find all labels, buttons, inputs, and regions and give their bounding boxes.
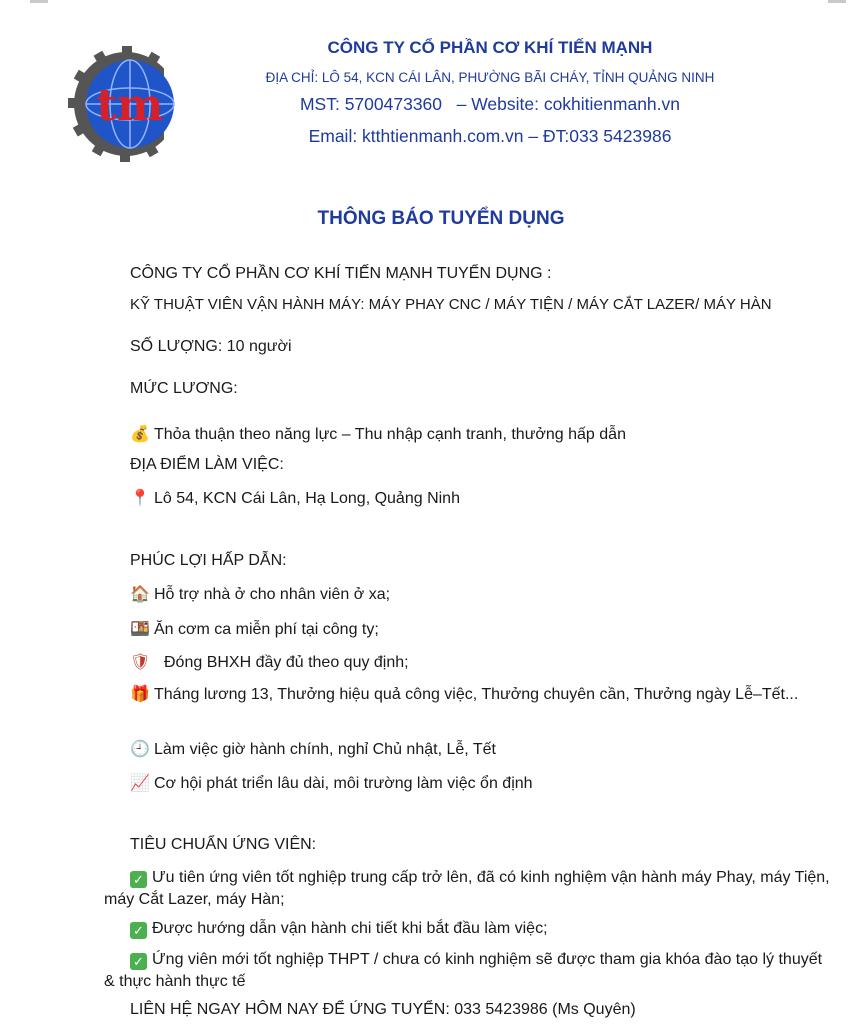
benefit-text: Đóng BHXH đầy đủ theo quy định;: [164, 654, 409, 671]
benefit-item: [130, 773, 533, 793]
intro-line: CÔNG TY CỔ PHẦN CƠ KHÍ TIẾN MẠNH TUYỂN DỤNG :: [130, 265, 552, 282]
contact-line: LIÊN HỆ NGAY HÔM NAY ĐỂ ỨNG TUYỂN: 033 5423986 (Ms Quyên): [130, 1001, 636, 1018]
requirements-heading: TIÊU CHUẨN ỨNG VIÊN:: [130, 836, 317, 853]
requirement-text: Ứng viên mới tốt nghiệp THPT / chưa có kinh nghiệm sẽ được tham gia khóa đào tạo lý thuyết & thực hành thực tế: [104, 951, 823, 990]
location-heading: ĐỊA ĐIỂM LÀM VIỆC:: [130, 456, 284, 473]
chart-up-icon: 📈: [130, 775, 150, 792]
benefit-item: [104, 684, 832, 706]
check-icon: ✓: [130, 953, 147, 970]
company-name: CÔNG TY CỔ PHẦN CƠ KHÍ TIẾN MẠNH: [327, 38, 653, 57]
benefit-text: Tháng lương 13, Thưởng hiệu quả công việc, Thưởng chuyên cần, Thưởng ngày Lễ–Tết...: [154, 686, 799, 703]
company-logo: [64, 44, 196, 162]
company-tax-website: MST: 5700473360 – Website: cokhitienmanh.vn: [299, 94, 681, 114]
corner-mark-right: [828, 0, 846, 3]
benefit-item: [130, 619, 379, 639]
corner-mark-left: [30, 0, 48, 3]
logo-monogram: tm: [96, 80, 164, 131]
requirement-item: [104, 918, 832, 940]
company-address: ĐỊA CHỈ: LÔ 54, KCN CÁI LÂN, PHƯỜNG BÃI CHÁY, TỈNH QUẢNG NINH: [265, 70, 715, 85]
benefit-item: [130, 739, 496, 759]
requirement-text: Ưu tiên ứng viên tốt nghiệp trung cấp trở lên, đã có kinh nghiệm vận hành máy Phay, máy Tiện, máy Cắt Lazer, máy Hàn;: [104, 869, 830, 908]
benefit-text: Ăn cơm ca miễn phí tại công ty;: [154, 621, 379, 638]
benefit-text: Cơ hội phát triển lâu dài, môi trường làm việc ổn định: [154, 775, 533, 792]
gift-icon: 🎁: [130, 686, 150, 703]
company-email-phone: Email: ktthtienmanh.com.vn – ĐT:033 5423986: [308, 126, 672, 146]
benefit-text: Làm việc giờ hành chính, nghỉ Chủ nhật, Lễ, Tết: [154, 741, 496, 758]
position-line: KỸ THUẬT VIÊN VẬN HÀNH MÁY: MÁY PHAY CNC / MÁY TIỆN / MÁY CẮT LAZER/ MÁY HÀN: [130, 296, 772, 313]
check-icon: ✓: [130, 871, 147, 888]
check-icon: ✓: [130, 922, 147, 939]
requirement-item: [104, 867, 832, 911]
money-bag-icon: 💰: [130, 426, 150, 443]
quantity-line: SỐ LƯỢNG: 10 người: [130, 338, 292, 355]
location-line: [130, 488, 460, 508]
salary-text: Thỏa thuận theo năng lực – Thu nhập cạnh tranh, thưởng hấp dẫn: [154, 426, 626, 443]
benefit-text: Hỗ trợ nhà ở cho nhân viên ở xa;: [154, 586, 391, 603]
page-title: THÔNG BÁO TUYỂN DỤNG: [317, 208, 565, 229]
requirement-item: [104, 949, 832, 993]
salary-line: [130, 424, 626, 444]
benefits-heading: PHÚC LỢI HẤP DẪN:: [130, 552, 287, 569]
benefit-item: [130, 652, 409, 672]
salary-heading: MỨC LƯƠNG:: [130, 380, 238, 397]
benefit-item: [130, 584, 390, 604]
shield-icon: 🛡: [130, 654, 151, 671]
clock-icon: 🕘: [130, 741, 150, 758]
location-text: Lô 54, KCN Cái Lân, Hạ Long, Quảng Ninh: [154, 490, 460, 507]
bento-icon: 🍱: [130, 621, 150, 638]
requirement-text: Được hướng dẫn vận hành chi tiết khi bắt đầu làm việc;: [152, 920, 548, 937]
pin-icon: 📍: [130, 490, 150, 507]
house-icon: 🏠: [130, 586, 150, 603]
